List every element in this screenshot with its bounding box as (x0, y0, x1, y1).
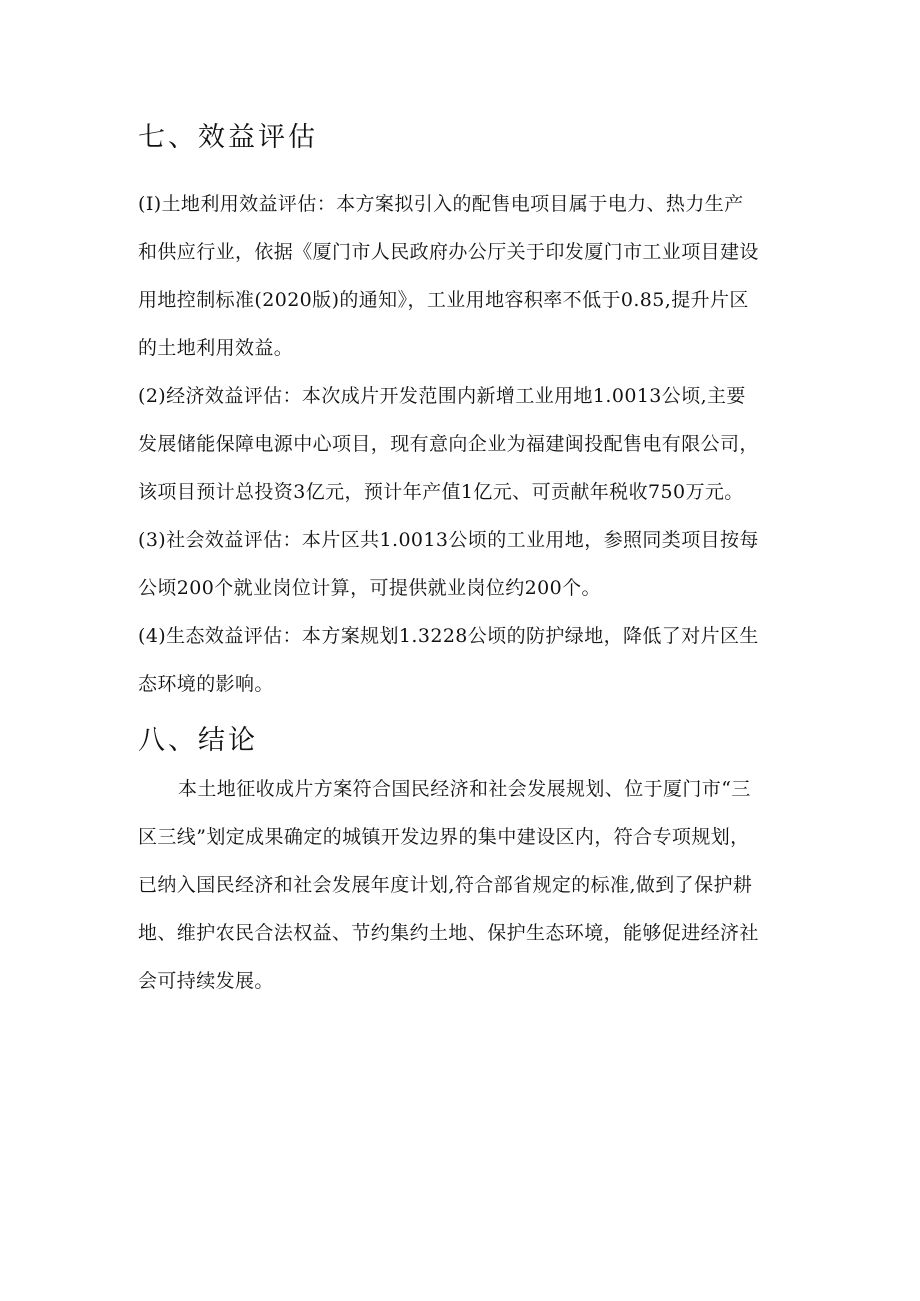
paragraph-line: (4)生态效益评估：本方案规划1.3228公顷的防护绿地，降低了对片区生 (138, 625, 759, 647)
paragraph-line: 区三线”划定成果确定的城镇开发边界的集中建设区内，符合专项规划， (138, 826, 750, 848)
conclusion-body (138, 765, 788, 1005)
paragraph-line: 已纳入国民经济和社会发展年度计划,符合部省规定的标准,做到了保护耕 (138, 874, 753, 896)
paragraph-line: 和供应行业，依据《厦门市人民政府办公厅关于印发厦门市工业项目建设 (138, 241, 759, 263)
paragraph-line: 态环境的影响。 (138, 673, 274, 695)
paragraph-line: 会可持续发展。 (138, 970, 274, 992)
paragraph-line: 的土地利用效益。 (138, 337, 294, 359)
benefit-evaluation-body (138, 180, 788, 708)
paragraph-line: 发展储能保障电源中心项目，现有意向企业为福建闽投配售电有限公司， (138, 433, 759, 455)
paragraph-line: 本土地征收成片方案符合国民经济和社会发展规划、位于厦门市“三 (178, 778, 751, 800)
paragraph-line: (3)社会效益评估：本片区共1.0013公顷的工业用地，参照同类项目按每 (138, 529, 759, 551)
section-heading-conclusion: 八、结论 (138, 725, 258, 756)
paragraph-line: (I)土地利用效益评估：本方案拟引入的配售电项目属于电力、热力生产 (138, 193, 744, 215)
paragraph-line: 公顷200个就业岗位计算，可提供就业岗位约200个。 (138, 577, 601, 599)
paragraph-line: 用地控制标准(2020版)的通知》，工业用地容积率不低于0.85,提升片区 (138, 289, 749, 311)
paragraph-line: 该项目预计总投资3亿元，预计年产值1亿元、可贡献年税收750万元。 (138, 481, 744, 503)
section-heading-benefit-evaluation: 七、效益评估 (138, 122, 318, 153)
paragraph-line: (2)经济效益评估：本次成片开发范围内新增工业用地1.0013公顷,主要 (138, 385, 746, 407)
paragraph-line: 地、维护农民合法权益、节约集约土地、保护生态环境，能够促进经济社 (138, 922, 759, 944)
